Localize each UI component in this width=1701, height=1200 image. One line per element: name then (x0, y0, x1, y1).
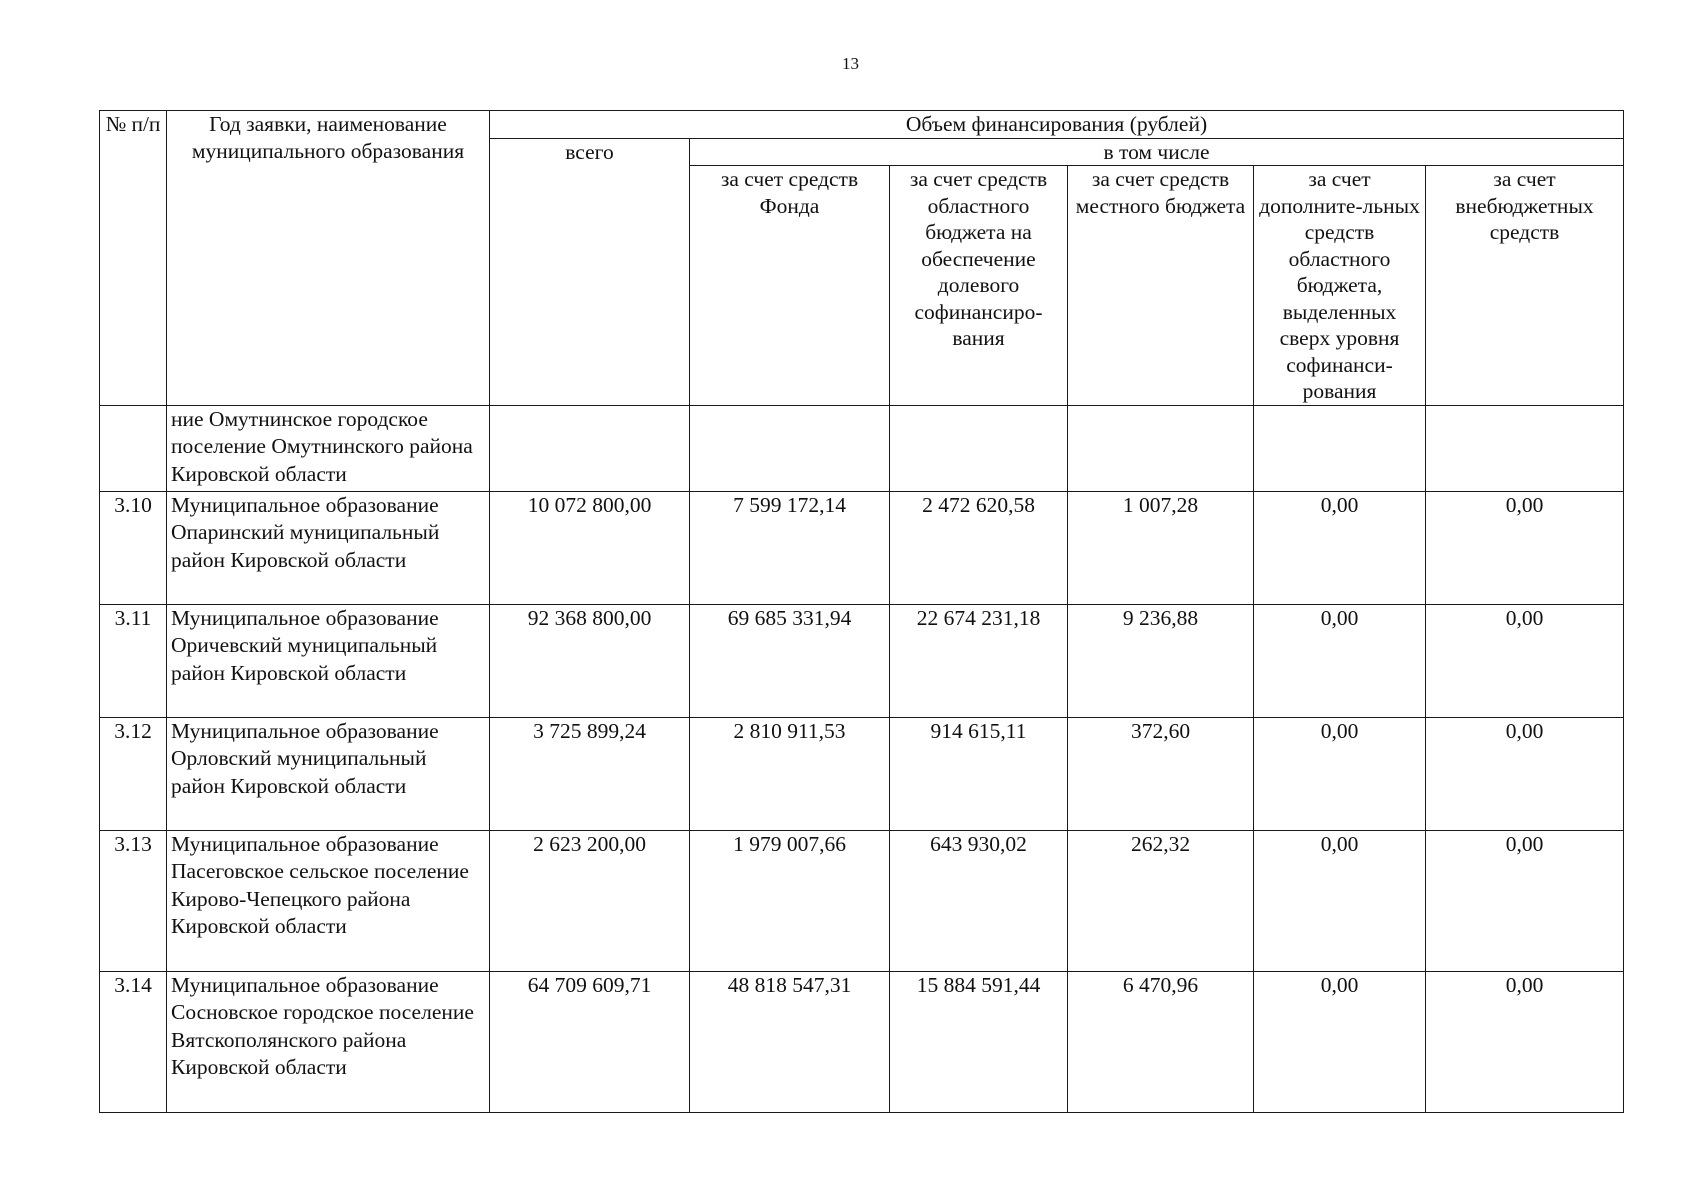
header-row-1 (100, 111, 1624, 139)
header-total: всего (490, 138, 690, 405)
row-regional: 643 930,02 (890, 830, 1068, 971)
row-number: 3.11 (100, 604, 167, 717)
row-extrabudget: 0,00 (1426, 604, 1624, 717)
row-extrabudget: 0,00 (1426, 971, 1624, 1112)
header-additional: за счет дополните-льных средств областного бюджета, выделенных сверх уровня софинанси-рования (1254, 166, 1426, 406)
row-name: Муниципальное образование Орловский муниципальный район Кировской области (167, 717, 490, 830)
row-name: Муниципальное образование Пасеговское сельское поселение Кирово-Чепецкого района Кировской области (167, 830, 490, 971)
row-extrabudget (1426, 405, 1624, 491)
row-local: 6 470,96 (1068, 971, 1254, 1112)
header-local: за счет средств местного бюджета (1068, 166, 1254, 406)
row-local: 372,60 (1068, 717, 1254, 830)
row-total: 3 725 899,24 (490, 717, 690, 830)
row-fund: 48 818 547,31 (690, 971, 890, 1112)
row-fund: 7 599 172,14 (690, 491, 890, 604)
row-additional: 0,00 (1254, 971, 1426, 1112)
row-name: ние Омутнинское городское поселение Омутнинского района Кировской области (167, 405, 490, 491)
header-extrabudget: за счет внебюджетных средств (1426, 166, 1624, 406)
row-regional: 2 472 620,58 (890, 491, 1068, 604)
page-number: 13 (842, 54, 859, 73)
table-row (100, 405, 1624, 491)
row-additional: 0,00 (1254, 491, 1426, 604)
row-additional: 0,00 (1254, 830, 1426, 971)
row-extrabudget: 0,00 (1426, 830, 1624, 971)
row-fund (690, 405, 890, 491)
row-extrabudget: 0,00 (1426, 491, 1624, 604)
row-regional (890, 405, 1068, 491)
header-name: Год заявки, наименование муниципального образования (167, 111, 490, 406)
row-number: 3.14 (100, 971, 167, 1112)
financing-table (99, 110, 1624, 1113)
row-total: 64 709 609,71 (490, 971, 690, 1112)
table-row (100, 830, 1624, 971)
row-extrabudget: 0,00 (1426, 717, 1624, 830)
row-total: 92 368 800,00 (490, 604, 690, 717)
header-number: № п/п (100, 111, 167, 406)
row-local (1068, 405, 1254, 491)
row-total (490, 405, 690, 491)
row-number: 3.12 (100, 717, 167, 830)
row-local: 9 236,88 (1068, 604, 1254, 717)
row-regional: 15 884 591,44 (890, 971, 1068, 1112)
row-local: 1 007,28 (1068, 491, 1254, 604)
row-regional: 22 674 231,18 (890, 604, 1068, 717)
row-additional: 0,00 (1254, 604, 1426, 717)
row-name: Муниципальное образование Оричевский муниципальный район Кировской области (167, 604, 490, 717)
row-number: 3.10 (100, 491, 167, 604)
table-row (100, 717, 1624, 830)
row-name: Муниципальное образование Сосновское городское поселение Вятскополянского района Кировской области (167, 971, 490, 1112)
header-fund: за счет средств Фонда (690, 166, 890, 406)
row-fund: 1 979 007,66 (690, 830, 890, 971)
row-fund: 69 685 331,94 (690, 604, 890, 717)
row-local: 262,32 (1068, 830, 1254, 971)
row-regional: 914 615,11 (890, 717, 1068, 830)
row-total: 2 623 200,00 (490, 830, 690, 971)
header-volume-group: Объем финансирования (рублей) (490, 111, 1624, 139)
row-number: 3.13 (100, 830, 167, 971)
table-row (100, 971, 1624, 1112)
table-row (100, 604, 1624, 717)
table-row (100, 491, 1624, 604)
row-fund: 2 810 911,53 (690, 717, 890, 830)
row-total: 10 072 800,00 (490, 491, 690, 604)
row-name: Муниципальное образование Опаринский муниципальный район Кировской области (167, 491, 490, 604)
row-additional: 0,00 (1254, 717, 1426, 830)
row-number (100, 405, 167, 491)
header-including: в том числе (690, 138, 1624, 166)
row-additional (1254, 405, 1426, 491)
header-regional: за счет средств областного бюджета на обеспечение долевого софинансиро-вания (890, 166, 1068, 406)
